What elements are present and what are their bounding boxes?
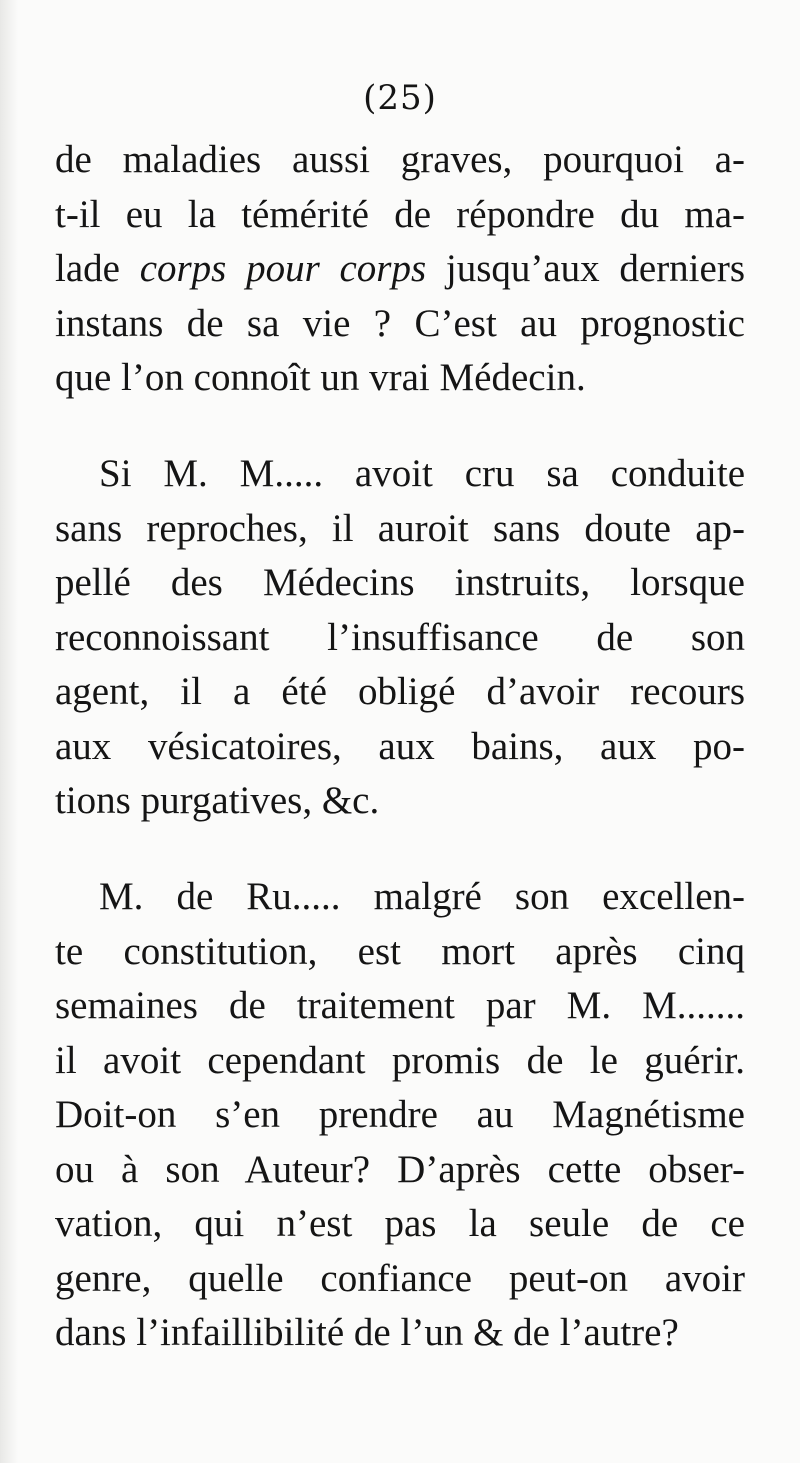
- text-line: [55, 1252, 745, 1307]
- text-run: Si M. M..... avoit cru sa conduite: [99, 452, 745, 495]
- text-run: il avoit cependant promis de le guérir.: [55, 1038, 745, 1082]
- text-run: pellé des Médecins instruits, lorsque: [55, 561, 745, 604]
- text-run: que l’on connoît un vrai Médecin.: [55, 356, 586, 399]
- text-line: [55, 665, 745, 720]
- paragraph-3: [55, 870, 745, 1361]
- text-line: [55, 1034, 745, 1089]
- text-run: ou à son Auteur? D’après cette obser-: [55, 1147, 745, 1191]
- text-line: [55, 447, 745, 502]
- text-run: aux vésicatoires, aux bains, aux po-: [55, 724, 745, 768]
- text-run: reconnoissant l’insuffisance de son: [55, 615, 745, 659]
- page-edge-shadow: [0, 0, 18, 1463]
- text-line: [55, 297, 745, 352]
- text-run: tions purgatives, &c.: [55, 779, 380, 822]
- text-run: lade: [55, 247, 140, 290]
- italic-phrase: corps pour corps: [139, 247, 427, 290]
- text-run: agent, il a été obligé d’avoir recours: [55, 670, 745, 713]
- text-run: Doit-on s’en prendre au Magnétisme: [55, 1093, 745, 1136]
- text-line: [55, 611, 745, 666]
- text-line: [55, 188, 745, 243]
- text-line: [55, 242, 745, 297]
- text-line: [55, 1088, 745, 1143]
- text-line: [55, 1306, 745, 1361]
- text-line: [55, 925, 745, 980]
- text-line: [55, 351, 745, 406]
- text-line: [55, 720, 745, 775]
- paragraph-1: [55, 133, 745, 406]
- text-run: vation, qui n’est pas la seule de ce: [55, 1202, 745, 1245]
- text-line: [55, 870, 745, 925]
- text-line: [55, 502, 745, 557]
- text-run: M. de Ru..... malgré son excellen-: [99, 875, 745, 918]
- text-run: semaines de traitement par M. M.......: [55, 984, 745, 1027]
- text-run: dans l’infaillibilité de l’un & de l’autre?: [55, 1311, 679, 1354]
- text-run: te constitution, est mort après cinq: [55, 929, 745, 973]
- text-run: genre, quelle confiance peut-on avoir: [55, 1256, 745, 1300]
- text-line: [55, 1197, 745, 1252]
- text-line: [55, 774, 745, 829]
- text-run: de maladies aussi graves, pourquoi a-: [55, 138, 745, 181]
- text-run: t-il eu la témérité de répondre du ma-: [55, 192, 745, 236]
- text-line: [55, 556, 745, 611]
- text-line: [55, 1143, 745, 1198]
- text-run: jusqu’aux derniers: [426, 247, 745, 290]
- text-line: [55, 979, 745, 1034]
- paragraph-2: [55, 447, 745, 829]
- text-run: sans reproches, il auroit sans doute ap-: [55, 506, 745, 550]
- text-line: [55, 133, 745, 188]
- page-number: (25): [363, 78, 437, 118]
- text-run: instans de sa vie ? C’est au prognostic: [55, 301, 745, 345]
